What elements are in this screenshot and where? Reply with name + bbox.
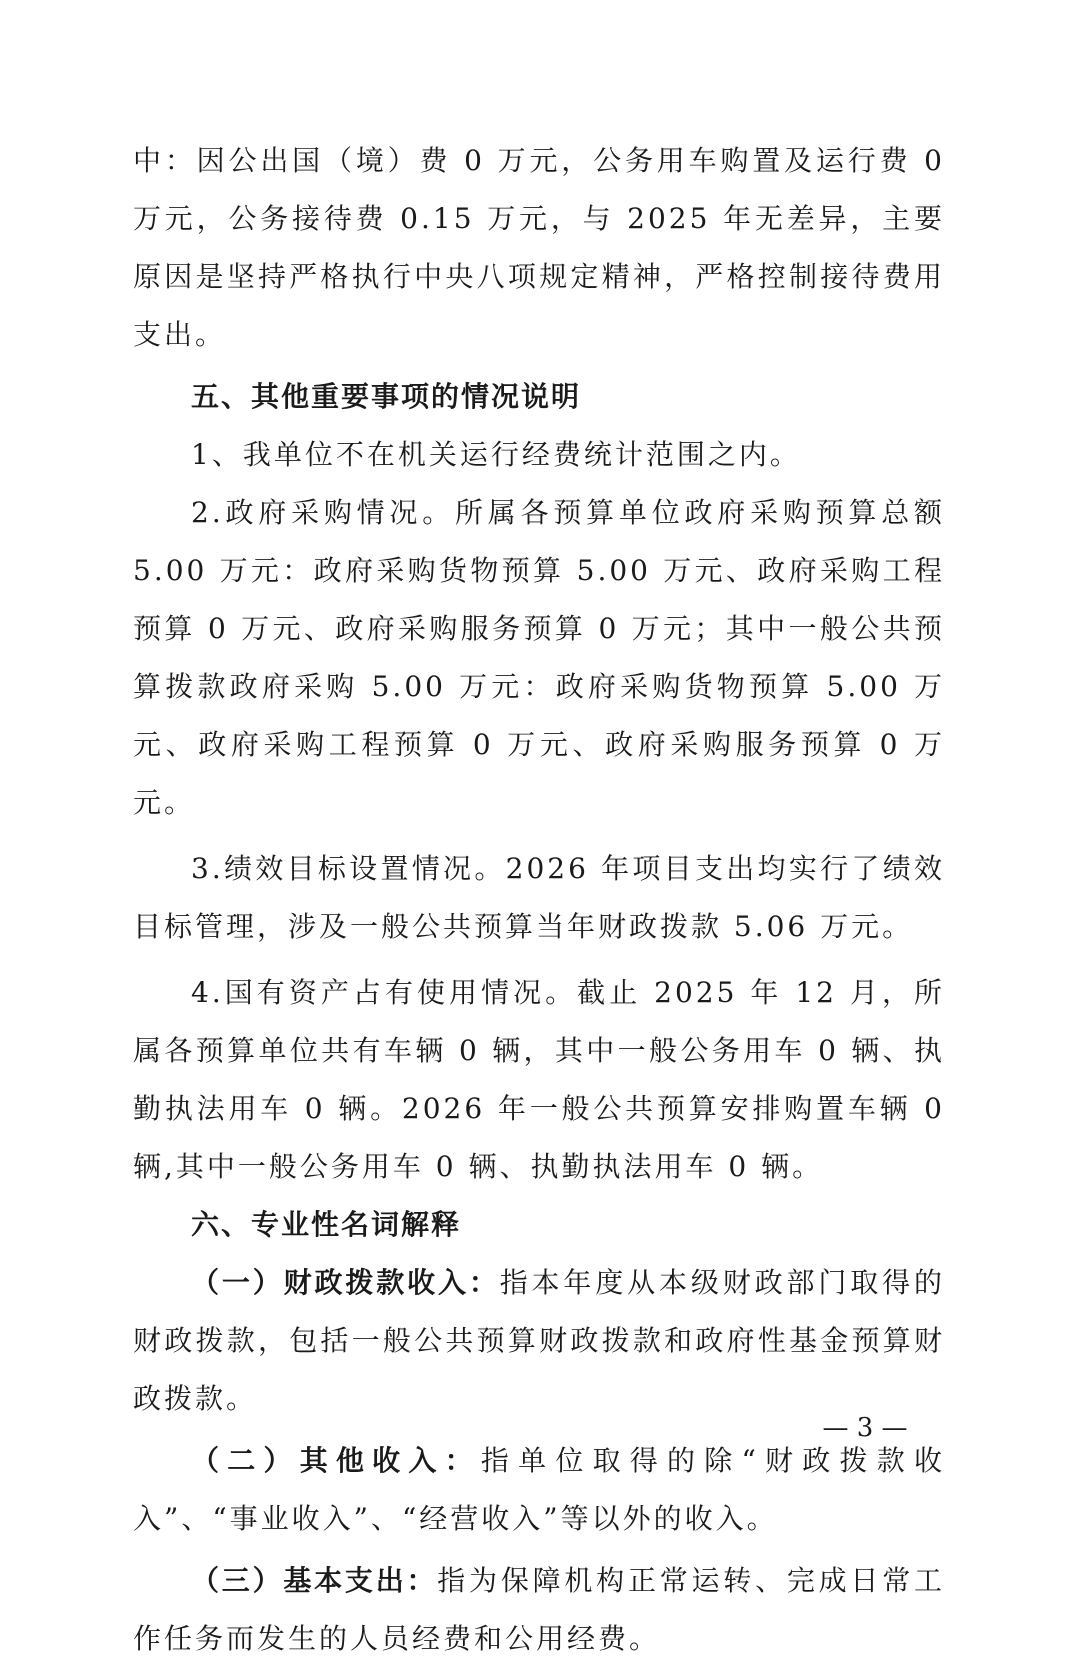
- page-number: — 3 —: [822, 1413, 908, 1443]
- term-definition: 指为保障机构正常运转、完成日常工作任务而发生的人员经费和公用经费。: [133, 1564, 945, 1655]
- paragraph-5-1: 1、我单位不在机关运行经费统计范围之内。: [191, 438, 801, 471]
- term-definition: 指本年度从本级财政部门取得的财政拨款，包括一般公共预算财政拨款和政府性基金预算财政拨款。: [133, 1266, 945, 1415]
- term-item: [133, 1552, 945, 1668]
- paragraph-continued: 中：因公出国（境）费 0 万元，公务用车购置及运行费 0 万元，公务接待费 0.15 万元，与 2025 年无差异，主要原因是坚持严格执行中央八项规定精神，严格控制接待费用支出。: [133, 144, 945, 351]
- paragraph-5-3: 3.绩效目标设置情况。2026 年项目支出均实行了绩效目标管理，涉及一般公共预算当年财政拨款 5.06 万元。: [133, 852, 945, 943]
- term-label: （二）其他收入：: [191, 1444, 481, 1477]
- paragraph-5-2: 2.政府采购情况。所属各预算单位政府采购预算总额 5.00 万元：政府采购货物预算 5.00 万元、政府采购工程预算 0 万元、政府采购服务预算 0 万元；其中一般公共预算拨款政府采购 5.00 万元：政府采购货物预算 5.00 万元、政府采购工程预算 0 万元、政府采购服务预算 0 万元。: [133, 496, 945, 819]
- term-item: [133, 1254, 945, 1428]
- term-label: （三）基本支出：: [191, 1564, 438, 1597]
- term-definition: 指单位取得的除“财政拨款收入”、“事业收入”、“经营收入”等以外的收入。: [133, 1444, 945, 1535]
- term-label: （一）财政拨款收入：: [191, 1266, 500, 1299]
- section-5-heading: 五、其他重要事项的情况说明: [191, 380, 582, 413]
- term-item: [133, 1432, 945, 1548]
- section-6-heading: 六、专业性名词解释: [191, 1208, 462, 1241]
- paragraph-5-4: 4.国有资产占有使用情况。截止 2025 年 12 月，所属各预算单位共有车辆 0 辆，其中一般公务用车 0 辆、执勤执法用车 0 辆。2026 年一般公共预算安排购置车辆 0 辆,其中一般公务用车 0 辆、执勤执法用车 0 辆。: [133, 976, 945, 1183]
